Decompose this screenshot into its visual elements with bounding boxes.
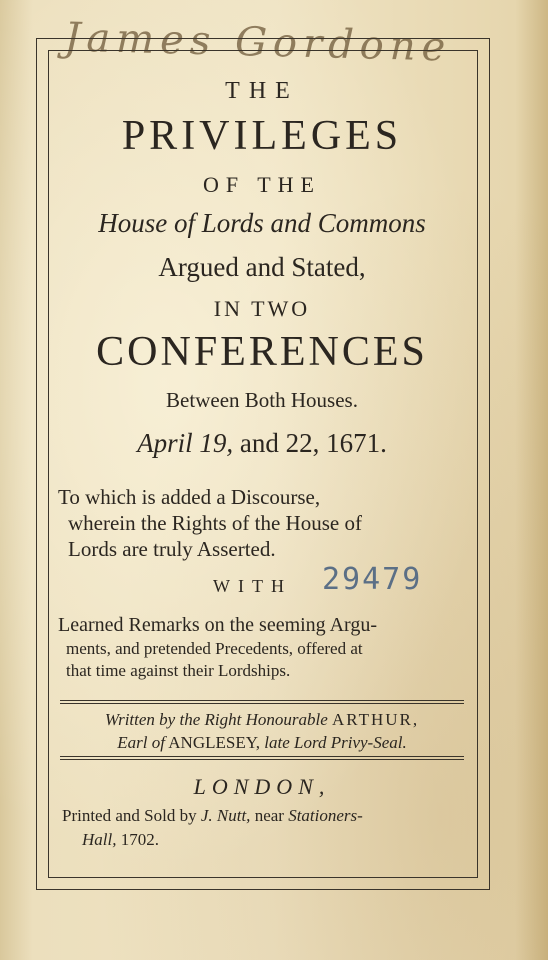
- author-line-1: [52, 710, 472, 730]
- title-privileges: PRIVILEGES: [121, 113, 403, 159]
- imprint-line-2: [52, 830, 502, 850]
- earl-of-text: Earl of: [117, 733, 165, 752]
- imprint-city: LONDON,: [193, 774, 331, 799]
- date-rest: and 22, 1671.: [233, 428, 387, 458]
- discourse-line-3: Lords are truly Asserted.: [68, 537, 276, 561]
- remarks-line-3: that time against their Lordships.: [66, 661, 291, 680]
- title-of-the: OF THE: [203, 172, 321, 197]
- remarks-line-2: ments, and pretended Precedents, offered at: [66, 639, 363, 658]
- title-the: THE: [225, 78, 299, 104]
- title-in-two: IN TWO: [213, 296, 311, 321]
- with-word: WITH: [213, 576, 292, 596]
- printed-by-text: Printed and Sold by: [62, 806, 197, 825]
- title-argued-stated: Argued and Stated,: [158, 252, 366, 282]
- author-rule-bottom-inner: [60, 756, 464, 757]
- author-name: ARTHUR,: [331, 710, 420, 729]
- near-text: near: [254, 806, 284, 825]
- library-stamp: 29479: [322, 562, 423, 597]
- discourse-line-1: To which is added a Discourse,: [58, 485, 321, 509]
- imprint-year: 1702.: [120, 830, 159, 849]
- date-italic-part: April 19,: [137, 428, 234, 458]
- author-rule-bottom: [60, 759, 464, 760]
- place-part-1: Stationers-: [288, 806, 363, 825]
- office-text: late Lord Privy-Seal.: [264, 733, 407, 752]
- printer-name: J. Nutt,: [200, 806, 251, 825]
- title-house-of-lords: House of Lords and Commons: [98, 208, 426, 238]
- imprint-line-1: [52, 806, 482, 826]
- title-conferences: CONFERENCES: [96, 329, 428, 375]
- remarks-line-1: Learned Remarks on the seeming Argu-: [58, 614, 377, 636]
- title-date: [52, 428, 472, 459]
- discourse-line-2: wherein the Rights of the House of: [68, 511, 362, 535]
- place-part-2: Hall,: [82, 830, 117, 849]
- handwritten-signature: James Gordone: [63, 14, 452, 71]
- earldom-text: ANGLESEY,: [168, 733, 261, 752]
- author-rule-top: [60, 700, 464, 701]
- author-line-2: [52, 733, 472, 753]
- title-between-houses: Between Both Houses.: [166, 388, 358, 412]
- written-by-text: Written by the Right Honourable: [104, 710, 328, 729]
- author-rule-top-inner: [60, 703, 464, 704]
